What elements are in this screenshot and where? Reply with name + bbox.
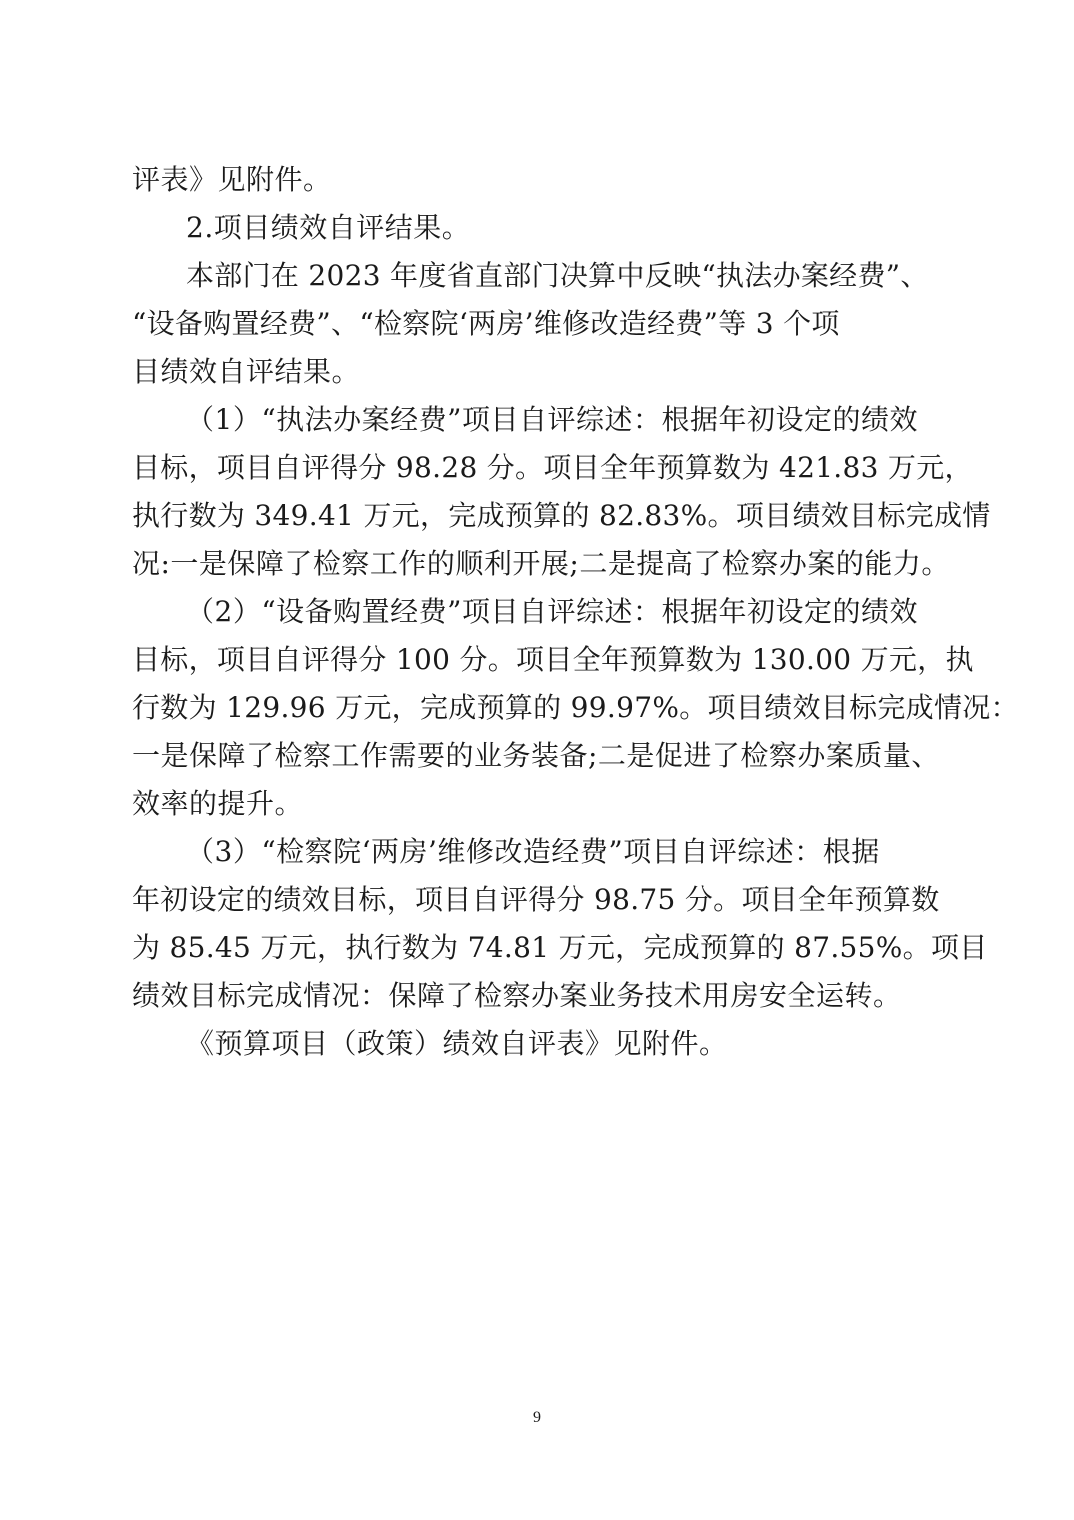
text-line-17: 为 85.45 万元，执行数为 74.81 万元，完成预算的 87.55%。项目 <box>132 931 988 964</box>
item-1-heading: （1）“执法办案经费”项目自评综述：根据年初设定的绩效 <box>186 403 918 436</box>
section-heading-performance-results: 2.项目绩效自评结果。 <box>186 211 471 244</box>
text-line-9: 况:一是保障了检察工作的顺利开展;二是提高了检察办案的能力。 <box>132 547 950 580</box>
page-number: 9 <box>533 1409 541 1426</box>
item-2-heading: （2）“设备购置经费”项目自评综述：根据年初设定的绩效 <box>186 595 918 628</box>
text-line-7: 目标，项目自评得分 98.28 分。项目全年预算数为 421.83 万元， <box>132 451 973 484</box>
text-line-5: 目绩效自评结果。 <box>132 355 361 388</box>
text-line-11: 目标，项目自评得分 100 分。项目全年预算数为 130.00 万元，执 <box>132 643 974 676</box>
attachment-note: 《预算项目（政策）绩效自评表》见附件。 <box>186 1027 728 1060</box>
text-line-8: 执行数为 349.41 万元，完成预算的 82.83%。项目绩效目标完成情 <box>132 499 991 532</box>
text-line-3: 本部门在 2023 年度省直部门决算中反映“执法办案经费”、 <box>186 259 929 292</box>
text-line-13: 一是保障了检察工作需要的业务装备;二是促进了检察办案质量、 <box>132 739 940 772</box>
text-line-1: 评表》见附件。 <box>132 163 332 196</box>
text-line-12: 行数为 129.96 万元，完成预算的 99.97%。项目绩效目标完成情况： <box>132 691 1019 724</box>
text-line-18: 绩效目标完成情况：保障了检察办案业务技术用房安全运转。 <box>132 979 902 1012</box>
text-line-16: 年初设定的绩效目标，项目自评得分 98.75 分。项目全年预算数 <box>132 883 940 916</box>
text-line-14: 效率的提升。 <box>132 787 304 820</box>
text-line-4: “设备购置经费”、“检察院‘两房’维修改造经费”等 3 个项 <box>132 307 840 340</box>
item-3-heading: （3）“检察院‘两房’维修改造经费”项目自评综述：根据 <box>186 835 880 868</box>
